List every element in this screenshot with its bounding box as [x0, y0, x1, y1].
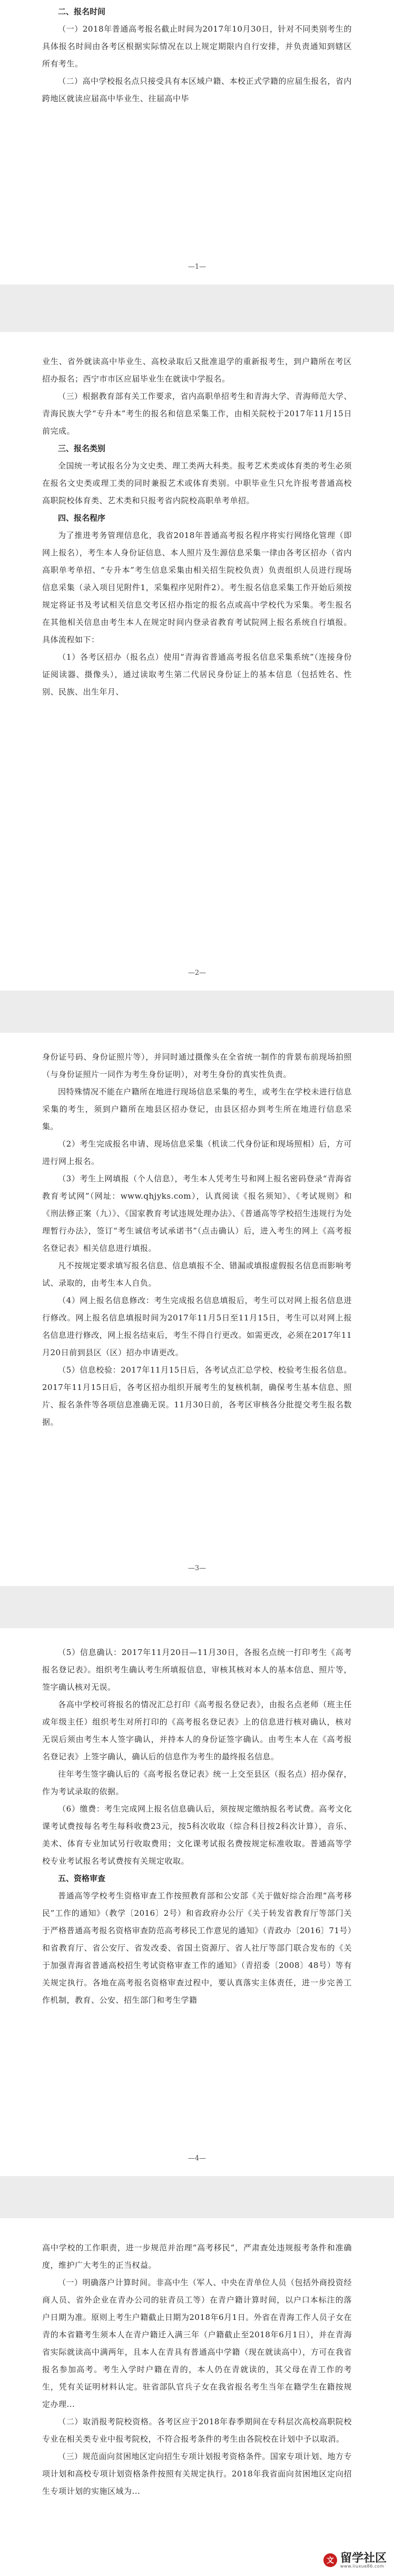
paragraph: （5）信息确认：2017年11月20日—11月30日，各报名点统一打印考生《高考报名登记表》。组织考生确认考生所填报信息，审核其核对本人的基本信息、照片等，签字确认核对无误。	[42, 1648, 352, 1692]
paragraph: 高中学校的工作职责，进一步规范并治理“高考移民”，严肃查处违规报考条件和准确度，维护广大考生的正当权益。	[42, 2243, 352, 2270]
page-separator	[0, 991, 394, 1033]
document-page-3	[0, 1033, 394, 1586]
paragraph: （1）各考区招办（报名点）使用“青海省普通高考报名信息采集系统”（连接身份证阅读器、摄像头），通过读取考生第二代居民身份证上的基本信息（包括姓名、性别、民族、出生年月、	[42, 652, 352, 697]
page-number: —3—	[188, 1564, 206, 1572]
paragraph: （4）网上报名信息修改：考生完成报名信息填报后，考生可以对网上报名信息进行修改。网上报名信息填报时间为2017年11月5日至11月15日，考生可以对网上报名信息进行修改，网上报名结束后，考生不得自行更改。如需更改，必须在2017年11月20日前到县区（区）招办申请更改。	[42, 1296, 352, 1357]
document-page-2	[0, 332, 394, 991]
paragraph: （二）取消报考院校资格。各考区应于2018年春季期间在专科层次高校高职院校专业在相关类专业中报考院校，不符合报考条件的考生由各院校在计划中予以取消。	[42, 2417, 352, 2444]
paragraph: （5）信息校验：2017年11月15日后，各考试点汇总学校、校验考生报名信息。2017年11月15日后，各考区招办组织开展考生的复核机制，确保考生基本信息、照片、报名条件等各项信息准确无误。11月30日前，各考区审核各分批提交考生报名数据。	[42, 1365, 352, 1427]
page-number: —4—	[188, 2154, 206, 2162]
document-page-4	[0, 1628, 394, 2176]
paragraph: （6）缴费：考生完成网上报名信息确认后，须按规定缴纳报名考试费。高考文化课考试费按每名考生每科收费23元，按5科次收取（综合科目按2科次计算），音乐、美术、体育专业加试另行收取费用；文化课考试报名费按规定标准收取。普通高等学校专业考试报名考试费按有关规定收取。	[42, 1804, 352, 1866]
section-heading-signup-time: 二、报名时间	[58, 7, 106, 16]
paragraph: 因特殊情况不能在户籍所在地进行现场信息采集的考生，或考生在学校未进行信息采集的考生，须到户籍所在地县区招办登记，由县区招办到考生所在地进行信息采集。	[42, 1087, 352, 1131]
page-number: —2—	[188, 969, 206, 977]
paragraph: （2）考生完成报名申请、现场信息采集（机读二代身份证和现场照相）后，方可进行网上报名。	[42, 1139, 352, 1166]
page-separator	[0, 1586, 394, 1628]
paragraph: 为了推进考务管理信息化，我省2018年普通高考报名程序将实行网络化管理（即网上报名），考生本人身份证信息、本人照片及生源信息采集一律由各考区招办（省内高职单考单招、“专升本”考生信息采集由相关招生院校负责）负责组织人员进行现场信息采集（录入项目见附件1，采集程序见附件2）。考生报名信息采集工作开始后须按规定将证书及考试相关信息交考区招办指定的报名点或高中学校代为采集。考生报名在其他相关信息由考生本人在规定时间内登录省教育考试院网上报名系统自行填报。具体流程如下：	[42, 531, 352, 644]
section-heading-category: 三、报名类别	[58, 444, 106, 453]
watermark-text: 留学社区	[340, 2551, 387, 2565]
paragraph: 普通高等学校考生资格审查工作按照教育部和公安部《关于做好综合治理“高考移民”工作的通知》（教学〔2016〕2号）和省政府办公厅《关于转发省教育厅等部门关于严格普通高考报名资格审查防范高考移民工作意见的通知》（青政办〔2016〕71号）和省教育厅、省公安厅、省发改委、省国土资源厅、省人社厅等部门联合发布的《关于加强青海省普通高校招生考试资格审查工作的通知》（青招委〔2008〕48号）等有关规定执行。各地在高考报名资格审查过程中，要认真落实主体责任，进一步完善工作机制，教育、公安、招生部门和考生学籍	[42, 1891, 352, 2005]
watermark-url: www.liuxue86.com	[340, 2563, 385, 2569]
paragraph: 各高中学校可将报名的情况汇总打印《高考报名登记表》，由报名点老师（班主任或年级主任）组织考生对所打印的《高考报名登记表》上的信息进行核对确认，核对无误后须由考生本人签字确认，并持本人的身份证签字确认。由考生本人在《高考报名登记表》上签字确认，确认后的信息作为考生的最终报名信息。	[42, 1700, 352, 1761]
section-heading-procedure: 四、报名程序	[58, 513, 106, 523]
page-separator	[0, 285, 394, 332]
site-logo-icon: 文	[323, 2553, 337, 2567]
paragraph: 往年考生签字确认后的《高考报名登记表》统一上交至县区（报名点）招办保存，作为考试录取的依据。	[42, 1769, 352, 1796]
paragraph: （三）根据教育部有关工作要求，省内高职单招考生和青海大学、青海师范大学、青海民族大学“专升本”考生的报名和信息采集工作，由相关院校于2017年11月15日前完成。	[42, 391, 352, 436]
paragraph: （一）明确落户计算时间。非高中生（军人、中央在青单位人员（包括外商投资经商人员、省外企业在青办公司的驻青员工等）在青户籍计算时间，以户口本标注的落户日期为准。原则上考生户籍截止日期为2018年6月1日。外省在青海工作人员子女在青的本省籍考生须本人在青户籍迁入满三年（户籍截止至2018年6月1日），并在青海省实际就读高中满两年，且本人在青具有普通高中学籍（现在就读高中），方可在我省报名参加高考。考生入学时户籍在青的，本人仍在青就读的，其父母在青工作的考生，凭有关证明材料认定。驻省部队官兵子女在我省报名考生当年在籍学生在籍按规定办理...	[42, 2278, 352, 2409]
page-separator	[0, 2176, 394, 2218]
page-number: —1—	[188, 263, 206, 271]
paragraph: 凡不按规定要求填写报名信息、信息填报不全、错漏或填报虚假报名信息而影响考试、录取的，由考生本人自负。	[42, 1261, 352, 1288]
paragraph: （3）考生上网填报（个人信息），考生本人凭考生号和网上报名密码登录“青海省教育考试网”（网址：www.qhjyks.com），认真阅读《报名须知》、《考试规则》和《刑法修正案（九）》、《国家教育考试违规处理办法》、《普通高等学校招生违规行为处理暂行办法》，签订“考生诚信考试承诺书”（点击确认）后，进入考生的网上《高考报名登记表》相关信息进行填报。	[42, 1174, 352, 1253]
paragraph: （三）规范面向贫困地区定向招生专项计划报考资格条件。国家专项计划、地方专项计划和高校专项计划资格条件按照有关规定执行。2018年我省面向贫困地区定向招生专项计划的实施区域为...	[42, 2452, 352, 2496]
site-watermark	[323, 2552, 387, 2569]
paragraph: （二）高中学校报名点只接受具有本区域户籍、本校正式学籍的应届生报名，省内跨地区就读应届高中毕业生、往届高中毕	[42, 76, 352, 103]
document-page-1	[0, 0, 394, 285]
paragraph: （一）2018年普通高考报名截止时间为2017年10月30日，针对不同类别考生的具体报名时间由各考区根据实际情况在以上规定期限内自行安排，并负责通知到辖区所有考生。	[42, 24, 352, 68]
document-page-5	[0, 2218, 394, 2576]
paragraph: 全国统一考试报名分为文史类、理工类两大科类。报考艺术类或体育类的考生必须在报名文史类或理工类的同时兼报艺术或体育类别。中职毕业生只允许报考普通高校高职院校体育类、艺术类和只报考省内院校高职单考单招。	[42, 461, 352, 505]
section-heading-qualification: 五、资格审查	[58, 1874, 106, 1883]
paragraph: 业生、省外就读高中毕业生、高校录取后又批准退学的重新报考生，到户籍所在考区招办报名；西宁市市区应届毕业生在就读中学报名。	[42, 357, 352, 384]
paragraph: 身份证号码、身份证照片等），并同时通过摄像头在全省统一制作的背景布前现场拍照（与身份证照片一同作为考生身份证明），对考生身份的真实性负责。	[42, 1052, 352, 1079]
